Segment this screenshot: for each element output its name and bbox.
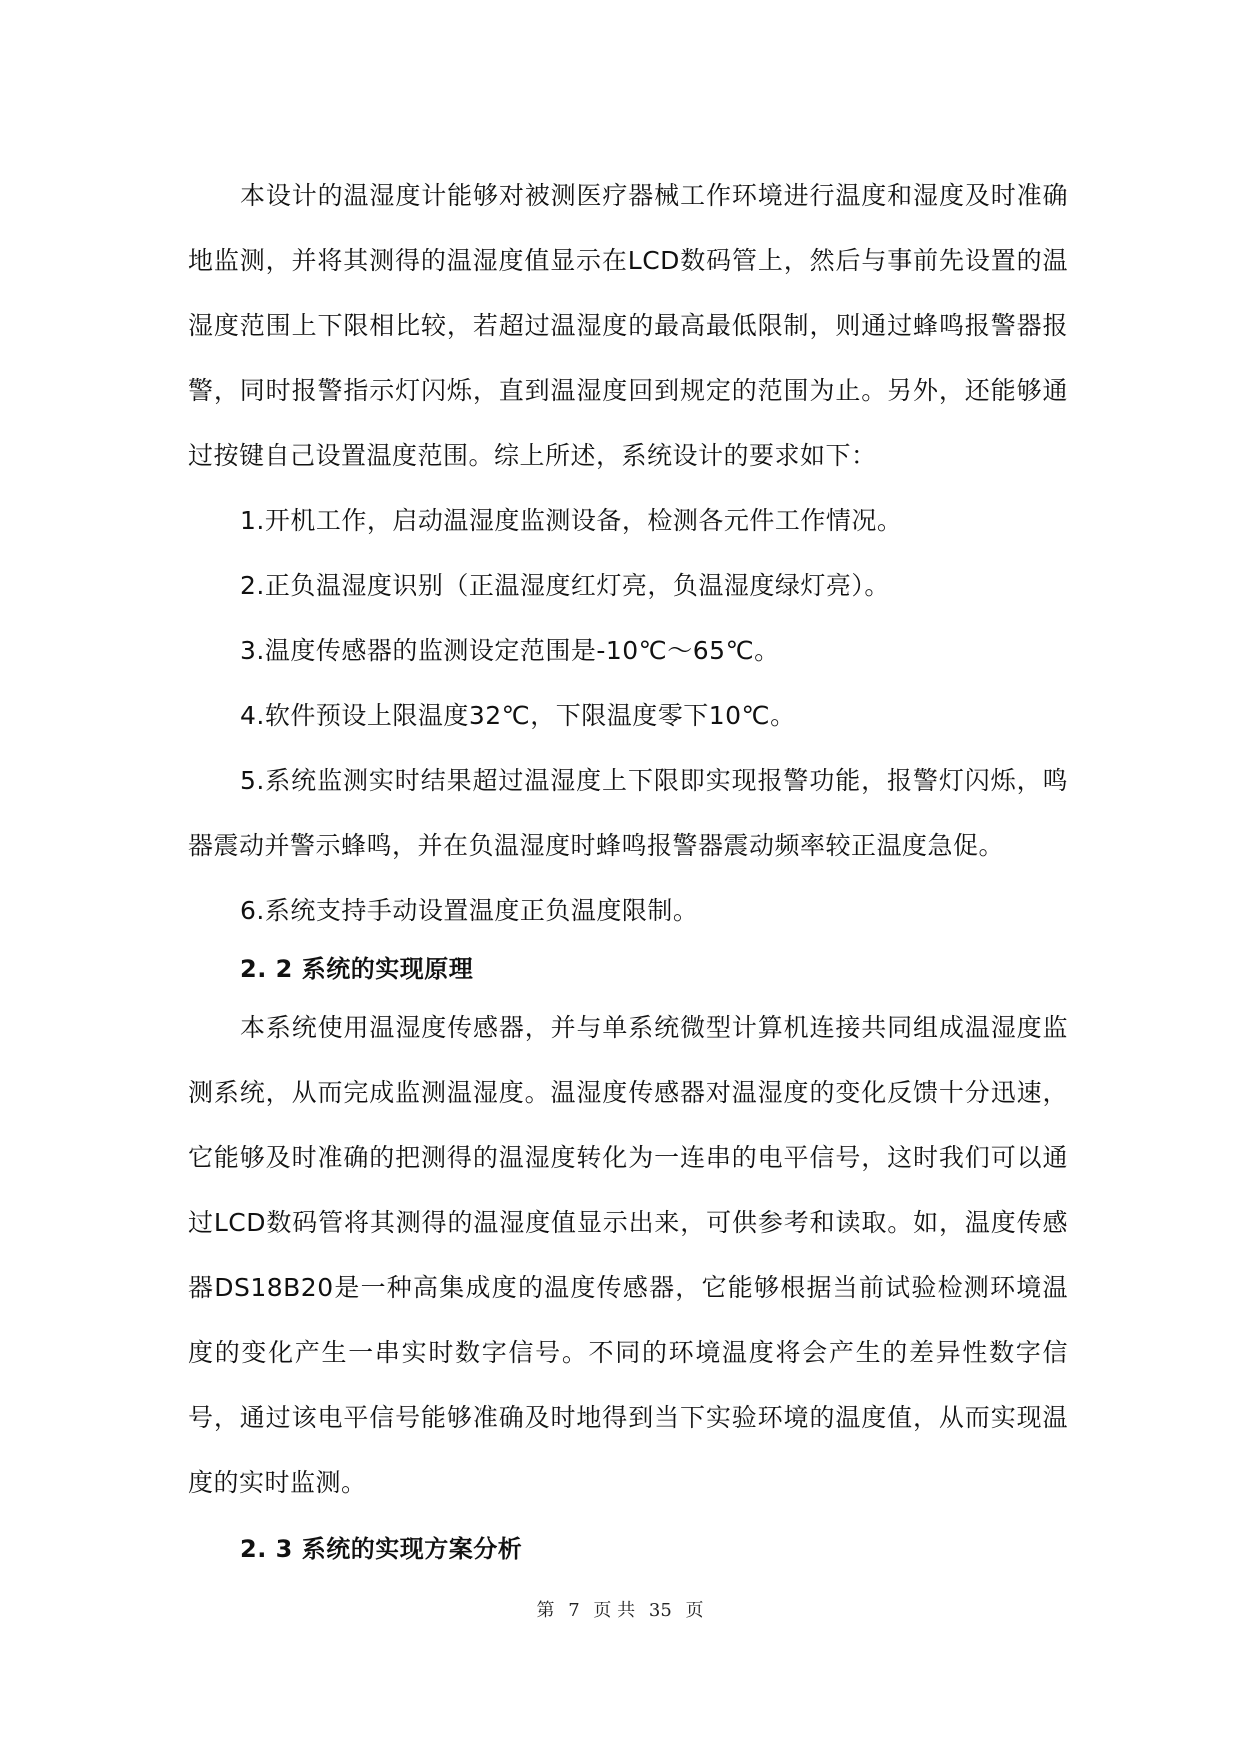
footer-middle: 页 共 (593, 1600, 636, 1621)
requirement-item-5: 5.系统监测实时结果超过温湿度上下限即实现报警功能，报警灯闪烁，鸣器震动并警示蜂鸣，并在负温湿度时蜂鸣报警器震动频率较正温度急促。 (188, 766, 1068, 860)
footer-current-page: 7 (568, 1600, 580, 1621)
intro-paragraph: 本设计的温湿度计能够对被测医疗器械工作环境进行温度和湿度及时准确地监测，并将其测得的温湿度值显示在LCD数码管上，然后与事前先设置的温湿度范围上下限相比较，若超过温湿度的最高最低限制，则通过蜂鸣报警器报警，同时报警指示灯闪烁，直到温湿度回到规定的范围为止。另外，还能够通过按键自己设置温度范围。综上所述，系统设计的要求如下： (188, 181, 1068, 470)
page-content (188, 163, 1068, 1575)
requirement-item-2: 2.正负温湿度识别（正温湿度红灯亮，负温湿度绿灯亮）。 (240, 571, 890, 600)
requirements-list (188, 488, 1068, 943)
section-heading-2-2: 2. 2 系统的实现原理 (240, 955, 474, 983)
section-2-2-paragraph: 本系统使用温湿度传感器，并与单系统微型计算机连接共同组成温湿度监测系统，从而完成监测温湿度。温湿度传感器对温湿度的变化反馈十分迅速，它能够及时准确的把测得的温湿度转化为一连串的电平信号，这时我们可以通过LCD数码管将其测得的温湿度值显示出来，可供参考和读取。如，温度传感器DS18B20是一种高集成度的温度传感器，它能够根据当前试验检测环境温度的变化产生一串实时数字信号。不同的环境温度将会产生的差异性数字信号，通过该电平信号能够准确及时地得到当下实验环境的温度值，从而实现温度的实时监测。 (188, 1013, 1068, 1497)
footer-prefix: 第 (536, 1600, 555, 1621)
requirement-item-4: 4.软件预设上限温度32℃，下限温度零下10℃。 (240, 701, 796, 730)
footer-total-pages: 35 (648, 1600, 672, 1621)
page-footer (0, 1596, 1240, 1622)
section-heading-2-3: 2. 3 系统的实现方案分析 (240, 1535, 523, 1563)
requirement-item-3: 3.温度传感器的监测设定范围是-10℃～65℃。 (240, 636, 780, 665)
requirement-item-6: 6.系统支持手动设置温度正负温度限制。 (240, 896, 699, 925)
footer-suffix: 页 (685, 1600, 704, 1621)
requirement-item-1: 1.开机工作，启动温湿度监测设备，检测各元件工作情况。 (240, 506, 903, 535)
